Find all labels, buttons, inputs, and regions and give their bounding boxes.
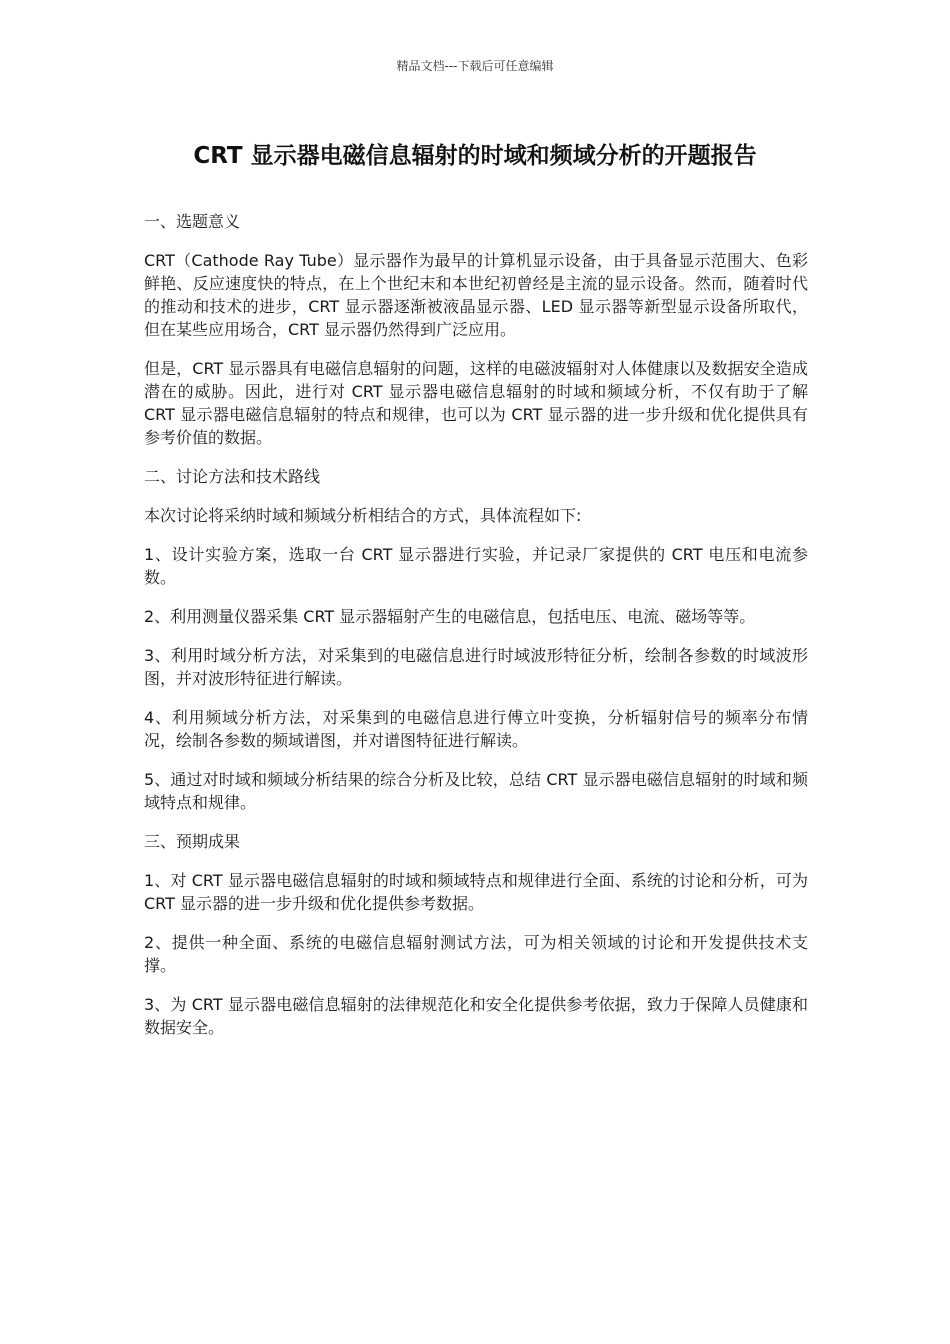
section-heading-3: 三、预期成果 (144, 832, 241, 851)
list-item: 3、为 CRT 显示器电磁信息辐射的法律规范化和安全化提供参考依据，致力于保障人员健康和数据安全。 (144, 995, 808, 1037)
paragraph: 本次讨论将采纳时域和频域分析相结合的方式，具体流程如下: (144, 506, 582, 525)
list-item: 2、利用测量仪器采集 CRT 显示器辐射产生的电磁信息，包括电压、电流、磁场等等。 (144, 607, 756, 626)
list-item: 3、利用时域分析方法，对采集到的电磁信息进行时域波形特征分析，绘制各参数的时域波形图，并对波形特征进行解读。 (144, 646, 808, 688)
list-item: 4、利用频域分析方法，对采集到的电磁信息进行傅立叶变换，分析辐射信号的频率分布情况，绘制各参数的频域谱图，并对谱图特征进行解读。 (144, 708, 808, 750)
list-item: 2、提供一种全面、系统的电磁信息辐射测试方法，可为相关领域的讨论和开发提供技术支撑。 (144, 933, 808, 975)
document-body (144, 210, 808, 1055)
list-item: 1、设计实验方案，选取一台 CRT 显示器进行实验，并记录厂家提供的 CRT 电压和电流参数。 (144, 545, 808, 587)
paragraph: 但是，CRT 显示器具有电磁信息辐射的问题，这样的电磁波辐射对人体健康以及数据安全造成潜在的威胁。因此，进行对 CRT 显示器电磁信息辐射的时域和频域分析，不仅有助于了解 CRT 显示器电磁信息辐射的特点和规律，也可以为 CRT 显示器的进一步升级和优化提供具有参考价值的数据。 (144, 359, 808, 447)
section-heading-2: 二、讨论方法和技术路线 (144, 467, 321, 486)
document-title: CRT 显示器电磁信息辐射的时域和频域分析的开题报告 (193, 143, 757, 169)
list-item: 5、通过对时域和频域分析结果的综合分析及比较，总结 CRT 显示器电磁信息辐射的时域和频域特点和规律。 (144, 770, 808, 812)
header-note: 精品文档---下载后可任意编辑 (396, 59, 554, 73)
section-heading-1: 一、选题意义 (144, 212, 241, 231)
list-item: 1、对 CRT 显示器电磁信息辐射的时域和频域特点和规律进行全面、系统的讨论和分析，可为 CRT 显示器的进一步升级和优化提供参考数据。 (144, 871, 808, 913)
paragraph: CRT（Cathode Ray Tube）显示器作为最早的计算机显示设备，由于具备显示范围大、色彩鲜艳、反应速度快的特点，在上个世纪末和本世纪初曾经是主流的显示设备。然而，随着时代的推动和技术的进步，CRT 显示器逐渐被液晶显示器、LED 显示器等新型显示设备所取代，但在某些应用场合，CRT 显示器仍然得到广泛应用。 (144, 251, 808, 339)
